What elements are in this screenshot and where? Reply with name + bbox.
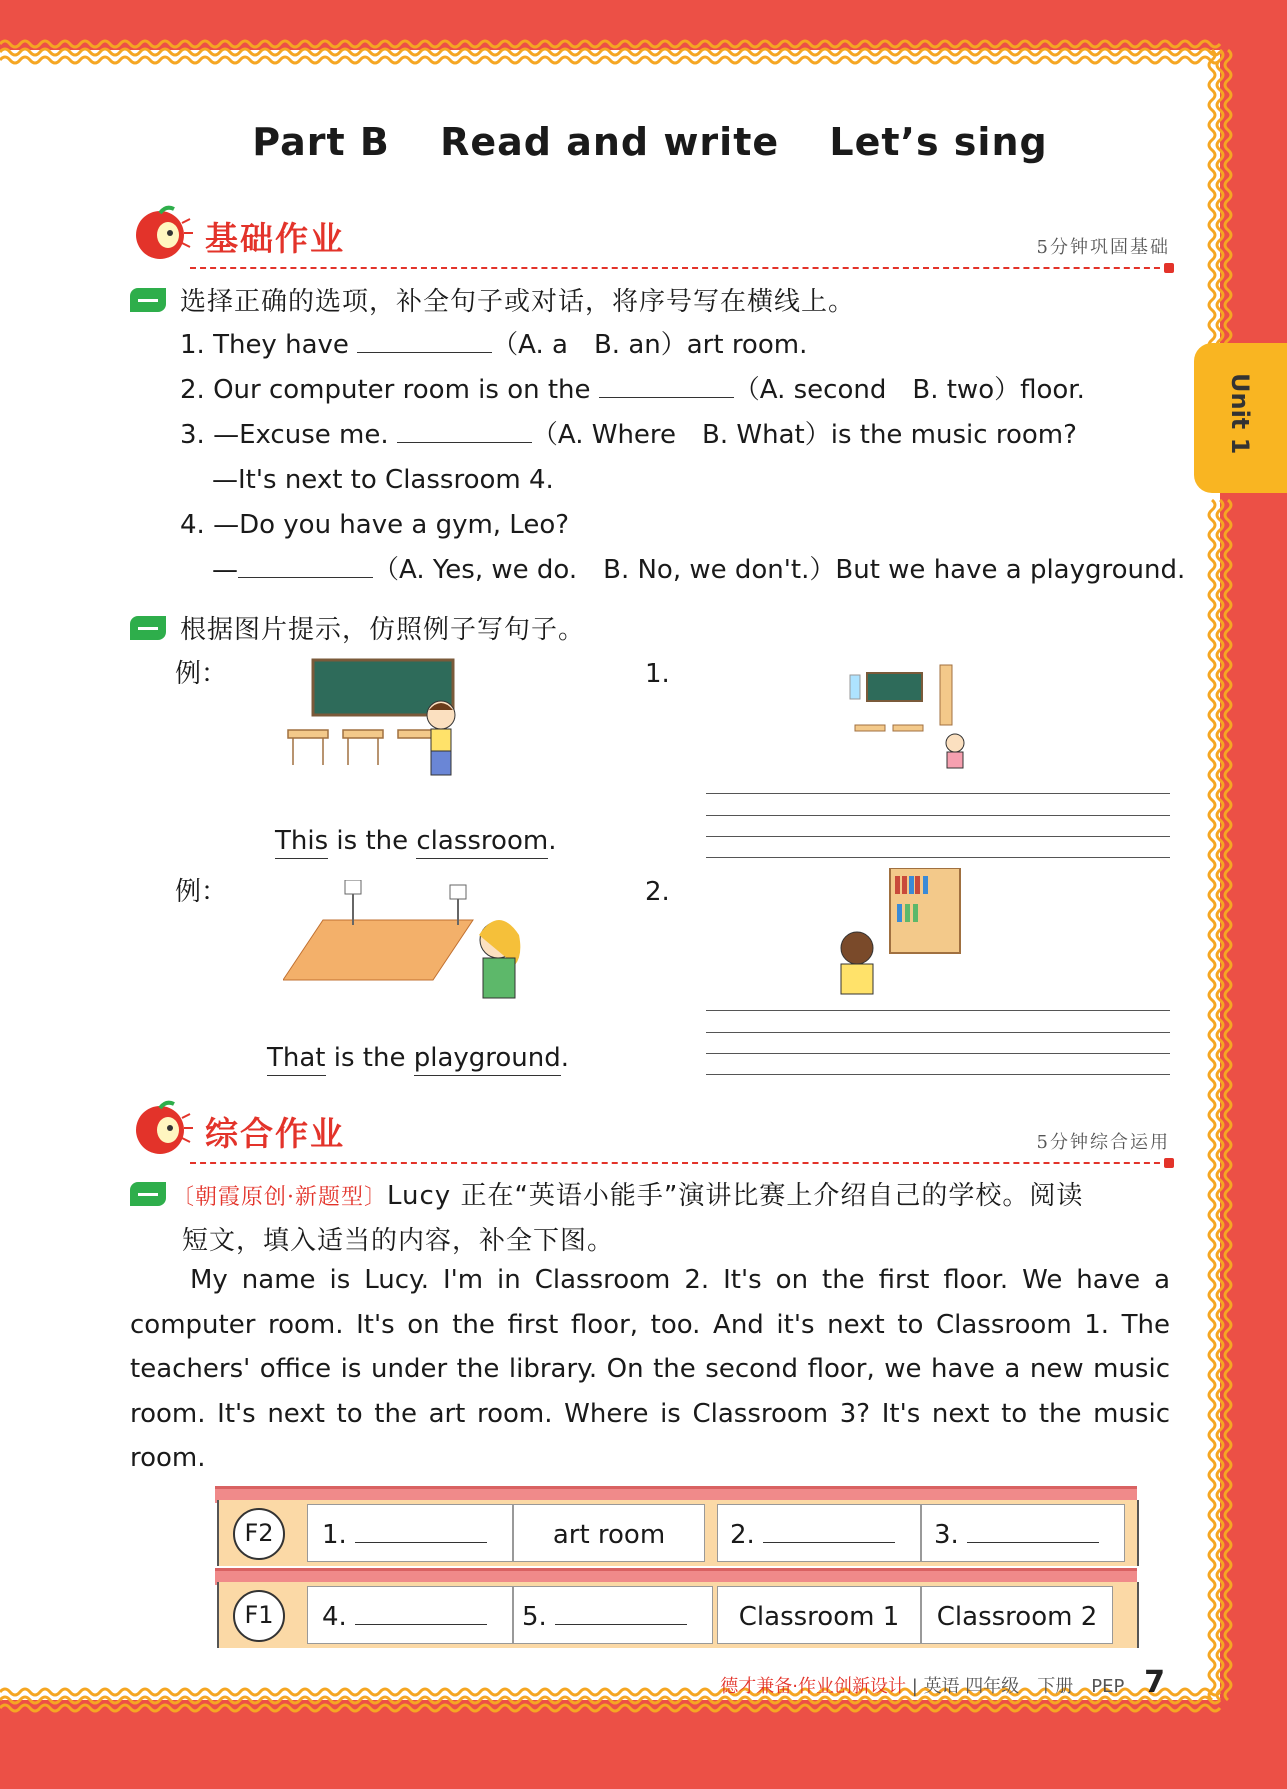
library-illustration: [835, 868, 965, 998]
floor-1-row: [217, 1582, 1139, 1648]
q3-passage: My name is Lucy. I'm in Classroom 2. It's on the first floor. We have a computer room. It's on the first floor, too. And it's next to Classroom 1. The teachers' office is under the library. On the second floor, we have a new music room. It's next to the art room. Where is Classroom 3? It's next to the music room.: [130, 1265, 1170, 1473]
q1-item-4-reply: — （A. Yes, we do. B. No, we don't.）But we have a playground.: [212, 555, 1186, 585]
f2-room-3[interactable]: 3.: [921, 1504, 1125, 1562]
title-lets-sing: Let’s sing: [829, 120, 1048, 164]
example-label-1: 例：: [175, 659, 228, 689]
answer-blank[interactable]: [599, 377, 734, 398]
example-sentence-2: That is the playground.: [267, 1041, 569, 1075]
q3-instruction-line-1: 〔朝霞原创·新题型〕Lucy 正在“英语小能手”演讲比赛上介绍自己的学校。阅读: [172, 1181, 1084, 1211]
q2-number-2: 2.: [645, 877, 670, 907]
floor-2-row: [217, 1500, 1139, 1566]
section-divider: [190, 267, 1170, 269]
q1-item-4: 4. —Do you have a gym, Leo?: [180, 510, 570, 540]
page-title: [0, 120, 1287, 164]
apple-mascot-icon: [130, 205, 194, 269]
example-label-2: 例：: [175, 877, 228, 907]
q1-item-3-reply: —It's next to Classroom 4.: [212, 465, 554, 495]
page-footer: [720, 1665, 1165, 1700]
page-number: 7: [1144, 1665, 1165, 1700]
question-3-badge: [130, 1182, 166, 1206]
unit-tab-label: Unit 1: [1226, 373, 1254, 455]
q2-instruction: 根据图片提示，仿照例子写句子。: [180, 615, 586, 645]
floor-2-label: F2: [233, 1508, 285, 1560]
f1-room-4[interactable]: 4.: [307, 1586, 513, 1644]
footer-grade: 四年级 下册 PEP: [965, 1676, 1125, 1697]
computer-room-illustration: [845, 655, 975, 775]
section-comprehensive-label: 综合作业: [205, 1114, 345, 1153]
question-1-badge: [130, 288, 166, 312]
q3-instruction-line-2: 短文，填入适当的内容，补全下图。: [182, 1226, 615, 1256]
section-comprehensive-hint: 5分钟综合运用: [1036, 1132, 1170, 1153]
footer-separator: |: [911, 1676, 918, 1697]
section-divider: [190, 1162, 1170, 1164]
section-basic-hint: 5分钟巩固基础: [1036, 237, 1170, 258]
floor-1-label: F1: [233, 1590, 285, 1642]
f2-room-2[interactable]: 2.: [717, 1504, 921, 1562]
f1-classroom-1: Classroom 1: [717, 1586, 921, 1644]
answer-blank[interactable]: [397, 422, 532, 443]
q2-number-1: 1.: [645, 659, 670, 689]
f1-room-5[interactable]: 5.: [513, 1586, 713, 1644]
writing-line[interactable]: [706, 1010, 1170, 1011]
example-sentence-1: This is the classroom.: [275, 824, 556, 858]
writing-line[interactable]: [706, 815, 1170, 816]
writing-line[interactable]: [706, 1053, 1170, 1054]
answer-blank[interactable]: [357, 332, 492, 353]
q1-item-2: 2. Our computer room is on the （A. second B. two）floor.: [180, 375, 1085, 405]
writing-line[interactable]: [706, 793, 1170, 794]
apple-mascot-icon: [130, 1100, 194, 1164]
q3-tag: 〔朝霞原创·新题型〕: [172, 1185, 387, 1210]
f2-room-1[interactable]: 1.: [307, 1504, 513, 1562]
classroom-illustration: [283, 655, 488, 785]
q1-item-1: 1. They have （A. a B. an）art room.: [180, 330, 808, 360]
unit-tab[interactable]: [1194, 343, 1287, 493]
playground-illustration: [283, 880, 533, 1005]
writing-line[interactable]: [706, 857, 1170, 858]
q1-item-3: 3. —Excuse me. （A. Where B. What）is the music room?: [180, 420, 1077, 450]
answer-blank[interactable]: [238, 557, 373, 578]
writing-line[interactable]: [706, 836, 1170, 837]
title-read-write: Read and write: [440, 120, 780, 164]
writing-line[interactable]: [706, 1032, 1170, 1033]
section-basic-label: 基础作业: [205, 219, 345, 258]
title-part: Part B: [252, 120, 390, 164]
question-2-badge: [130, 616, 166, 640]
f1-classroom-2: Classroom 2: [921, 1586, 1113, 1644]
school-building-diagram: [215, 1486, 1137, 1652]
q1-instruction: 选择正确的选项，补全句子或对话，将序号写在横线上。: [180, 287, 856, 317]
f2-room-art: art room: [513, 1504, 705, 1562]
section-basic-header: [130, 205, 1170, 275]
footer-subject: 英语: [923, 1676, 960, 1697]
footer-brand: 德才兼备·作业创新设计: [720, 1676, 907, 1697]
writing-line[interactable]: [706, 1074, 1170, 1075]
section-comprehensive-header: [130, 1100, 1170, 1170]
